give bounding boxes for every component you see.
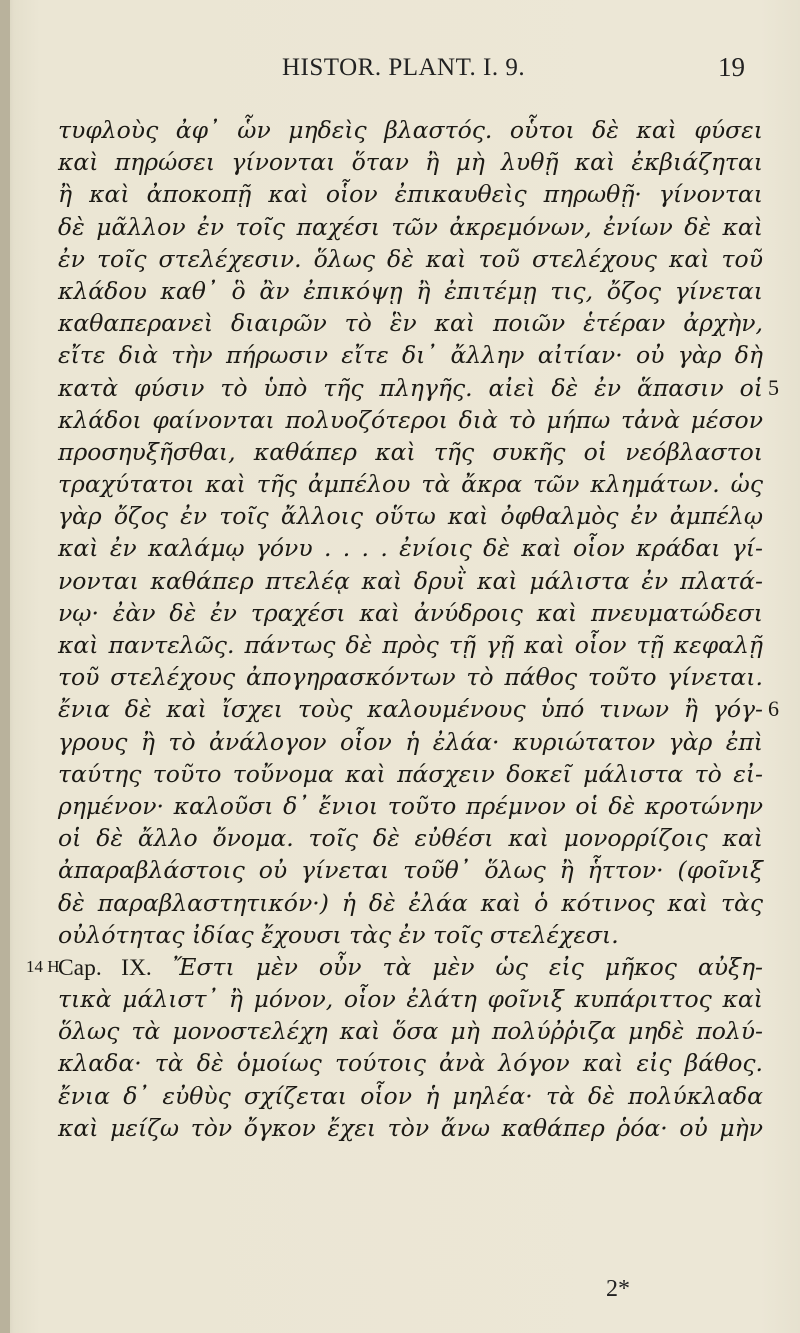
line-text: γὰρ ὄζος ἐν τοῖς ἄλλοις οὕτω καὶ ὀφθαλμὸς ἐν ἀμπέλῳ [58, 502, 763, 531]
text-line [58, 1047, 763, 1079]
line-text: δὲ παραβλαστητικόν·) ἡ δὲ ἐλάα καὶ ὁ κότινος καὶ τὰς [58, 888, 763, 917]
text-line [58, 275, 763, 307]
line-text: ρημένον· καλοῦσι δ᾽ ἔνιοι τοῦτο πρέμνον οἱ δὲ κροτώνην [58, 791, 763, 820]
line-text: κατὰ φύσιν τὸ ὑπὸ τῆς πληγῆς. αἰεὶ δὲ ἐν ἅπασιν οἱ [58, 373, 763, 402]
chapter-heading: Cap. IX. [58, 954, 152, 981]
text-line [58, 983, 763, 1015]
text-line [58, 339, 763, 371]
text-line [58, 1080, 763, 1112]
line-text: ἔνια δὲ καὶ ἴσχει τοὺς καλουμένους ὑπό τινων ἢ γόγ- [58, 695, 763, 724]
section-number: 6 [768, 696, 779, 722]
page-number: 19 [718, 52, 745, 82]
line-text: καὶ ἐν καλάμῳ γόνυ . . . . ἐνίοις δὲ καὶ οἷον κράδαι γί- [58, 534, 763, 563]
line-text: οὐλότητας ἰδίας ἔχουσι τὰς ἐν τοῖς στελέχεσι. [58, 920, 619, 949]
margin-reference-label: 14 H [26, 956, 60, 976]
line-text: εἴτε διὰ τὴν πήρωσιν εἴτε δι᾽ ἄλλην αἰτίαν· οὐ γὰρ δὴ [58, 341, 763, 370]
line-text: ἐν τοῖς στελέχεσιν. ὅλως δὲ καὶ τοῦ στελέχους καὶ τοῦ [58, 244, 763, 273]
text-line [58, 790, 763, 822]
line-text: καὶ μείζω τὸν ὄγκον ἔχει τὸν ἄνω καθάπερ ῥόα· οὐ μὴν [58, 1113, 763, 1142]
line-text: τυφλοὺς ἀφ᾽ ὧν μηδεὶς βλαστός. οὗτοι δὲ καὶ φύσει [58, 116, 763, 144]
section-number: 5 [768, 374, 779, 400]
line-text: νῳ· ἐὰν δὲ ἐν τραχέσι καὶ ἀνύδροις καὶ πνευματώδεσι [58, 598, 763, 627]
line-text: προσηυξῆσθαι, καθάπερ καὶ τῆς συκῆς οἱ νεόβλαστοι [58, 437, 763, 466]
text-line [58, 887, 763, 919]
line-text: ὅλως τὰ μονοστελέχη καὶ ὅσα μὴ πολύῤῥιζα μηδὲ πολύ- [58, 1017, 763, 1046]
text-line [58, 372, 779, 404]
line-text: νονται καθάπερ πτελέᾳ καὶ δρυῒ καὶ μάλιστα ἐν πλατά- [58, 566, 763, 595]
text-line [58, 661, 763, 693]
line-text: τικὰ μάλιστ᾽ ἢ μόνον, οἷον ἐλάτη φοῖνιξ κυπάριττος καὶ [58, 985, 763, 1014]
text-line [58, 726, 763, 758]
text-line [58, 629, 763, 661]
text-line [58, 211, 763, 243]
text-line [58, 146, 763, 178]
line-text: γρους ἢ τὸ ἀνάλογον οἷον ἡ ἐλάα· κυριώτατον γὰρ ἐπὶ [58, 727, 763, 756]
line-text: οἱ δὲ ἄλλο ὄνομα. τοῖς δὲ εὐθέσι καὶ μονορρίζοις καὶ [58, 824, 763, 853]
line-text: καὶ πηρώσει γίνονται ὅταν ἢ μὴ λυθῇ καὶ ἐκβιάζηται [58, 148, 763, 177]
text-line [58, 243, 763, 275]
text-line [58, 532, 763, 564]
text-line [58, 307, 763, 339]
line-text: τραχύτατοι καὶ τῆς ἀμπέλου τὰ ἄκρα τῶν κλημάτων. ὡς [58, 470, 763, 499]
text-line [58, 822, 763, 854]
text-line [58, 565, 763, 597]
page-header [0, 48, 800, 88]
text-line [58, 1112, 763, 1144]
signature-mark: 2* [606, 1276, 630, 1302]
text-line [58, 919, 763, 951]
text-line [58, 436, 763, 468]
text-line [58, 404, 763, 436]
line-text: ἔνια δ᾽ εὐθὺς σχίζεται οἷον ἡ μηλέα· τὰ δὲ πολύκλαδα [58, 1081, 763, 1110]
greek-text-body [26, 114, 779, 1144]
line-text: ἢ καὶ ἀποκοπῇ καὶ οἷον ἐπικαυθεὶς πηρωθῇ· γίνονται [58, 180, 763, 209]
text-line [58, 597, 763, 629]
text-line [58, 854, 763, 886]
text-line [58, 468, 763, 500]
text-line [58, 758, 763, 790]
text-line [58, 693, 779, 725]
page-binding-edge [0, 0, 10, 1333]
line-text: κλάδου καθ᾽ ὃ ἂν ἐπικόψῃ ἢ ἐπιτέμῃ τις, ὄζος γίνεται [58, 276, 763, 305]
line-text: Ἔστι μὲν οὖν τὰ μὲν ὡς εἰς μῆκος αὐξη- [172, 952, 763, 981]
running-head: HISTOR. PLANT. I. 9. [282, 54, 526, 81]
text-line [58, 178, 763, 210]
line-text: ταύτης τοῦτο τοὔνομα καὶ πάσχειν δοκεῖ μάλιστα τὸ εἰ- [58, 759, 763, 788]
line-text: δὲ μᾶλλον ἐν τοῖς παχέσι τῶν ἀκρεμόνων, ἐνίων δὲ καὶ [58, 212, 763, 241]
text-line [58, 500, 763, 532]
line-text: καὶ παντελῶς. πάντως δὲ πρὸς τῇ γῇ καὶ οἷον τῇ κεφαλῇ [58, 631, 763, 659]
text-line [58, 114, 763, 146]
line-text: τοῦ στελέχους ἀπογηρασκόντων τὸ πάθος τοῦτο γίνεται. [58, 663, 763, 692]
line-text: καθαπερανεὶ διαιρῶν τὸ ἓν καὶ ποιῶν ἑτέραν ἀρχὴν, [58, 309, 763, 338]
line-text: ἀπαραβλάστοις οὐ γίνεται τοῦθ᾽ ὅλως ἢ ἧττον· (φοῖνιξ [58, 856, 763, 885]
line-text: κλάδοι φαίνονται πολυοζότεροι διὰ τὸ μήπω τἀνὰ μέσον [58, 405, 763, 434]
text-line [58, 1015, 763, 1047]
line-text: κλαδα· τὰ δὲ ὁμοίως τούτοις ἀνὰ λόγον καὶ εἰς βάθος. [58, 1049, 763, 1078]
text-line [26, 951, 763, 983]
